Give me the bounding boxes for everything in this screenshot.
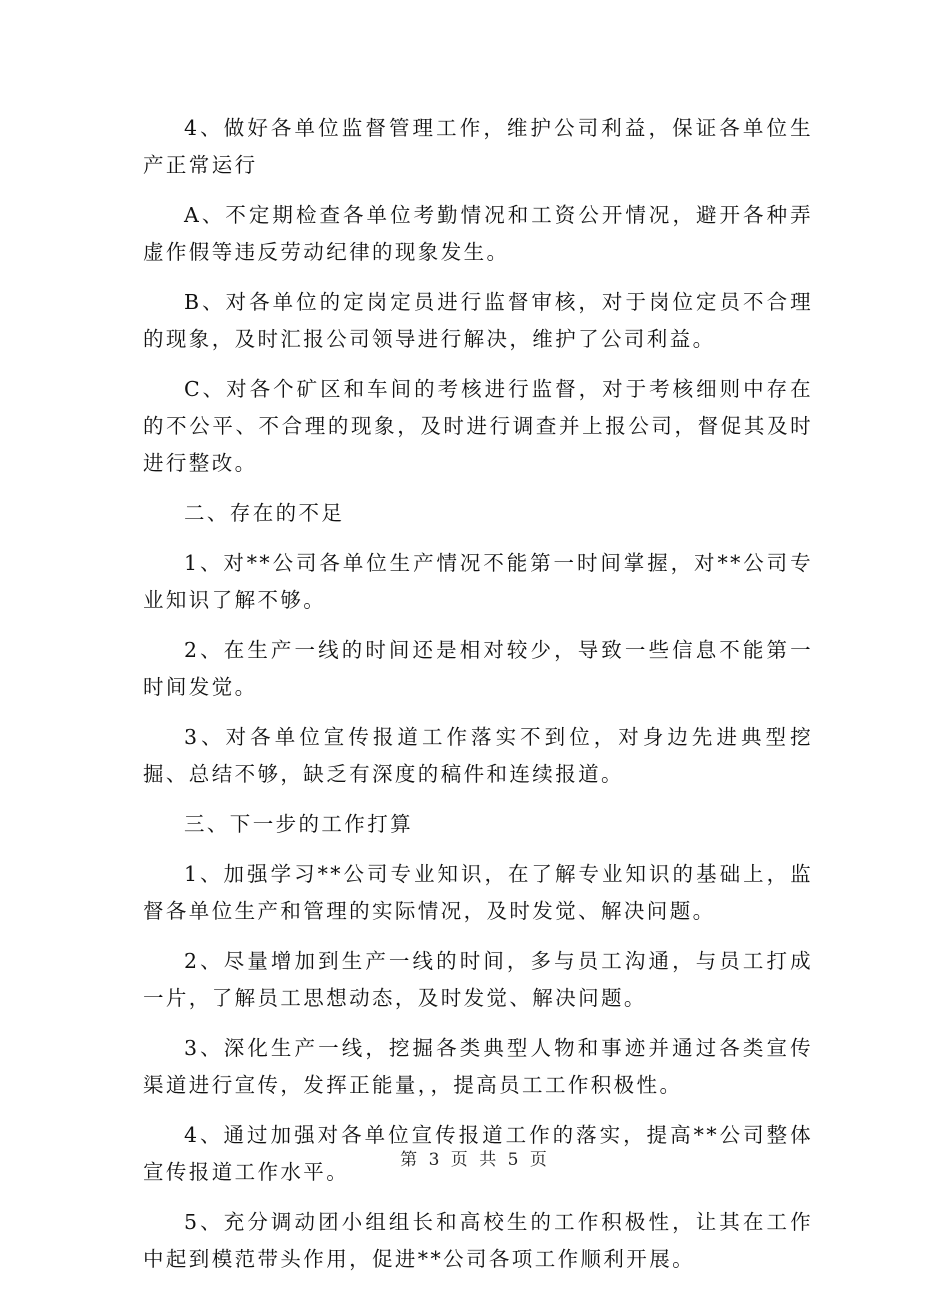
paragraph: 1、加强学习**公司专业知识，在了解专业知识的基础上，监督各单位生产和管理的实际情况，及时发觉、解决问题。: [143, 862, 813, 923]
paragraph: 2、在生产一线的时间还是相对较少，导致一些信息不能第一时间发觉。: [143, 638, 813, 699]
paragraph: 4、做好各单位监督管理工作，维护公司利益，保证各单位生产正常运行: [143, 116, 813, 177]
paragraph: 4、通过加强对各单位宣传报道工作的落实，提高**公司整体宣传报道工作水平。: [143, 1123, 813, 1184]
paragraph: 2、尽量增加到生产一线的时间，多与员工沟通，与员工打成一片，了解员工思想动态，及时发觉、解决问题。: [143, 949, 813, 1010]
paragraph: 5、充分调动团小组组长和高校生的工作积极性，让其在工作中起到模范带头作用，促进**公司各项工作顺利开展。: [143, 1210, 813, 1271]
paragraph: A、不定期检查各单位考勤情况和工资公开情况，避开各种弄虚作假等违反劳动纪律的现象发生。: [143, 203, 813, 264]
paragraph: 3、对各单位宣传报道工作落实不到位，对身边先进典型挖掘、总结不够，缺乏有深度的稿件和连续报道。: [143, 725, 813, 786]
paragraph: B、对各单位的定岗定员进行监督审核，对于岗位定员不合理的现象，及时汇报公司领导进行解决，维护了公司利益。: [143, 290, 813, 351]
section-heading: 三、下一步的工作打算: [184, 812, 413, 836]
page-footer: 第 3 页 共 5 页: [400, 1150, 550, 1170]
paragraph: 3、深化生产一线，挖掘各类典型人物和事迹并通过各类宣传渠道进行宣传，发挥正能量，，提高员工工作积极性。: [143, 1036, 813, 1097]
paragraph: C、对各个矿区和车间的考核进行监督，对于考核细则中存在的不公平、不合理的现象，及时进行调查并上报公司，督促其及时进行整改。: [143, 377, 813, 475]
document-body: [143, 110, 813, 1291]
paragraph: 1、对**公司各单位生产情况不能第一时间掌握，对**公司专业知识了解不够。: [143, 551, 813, 612]
section-heading: 二、存在的不足: [184, 501, 345, 525]
